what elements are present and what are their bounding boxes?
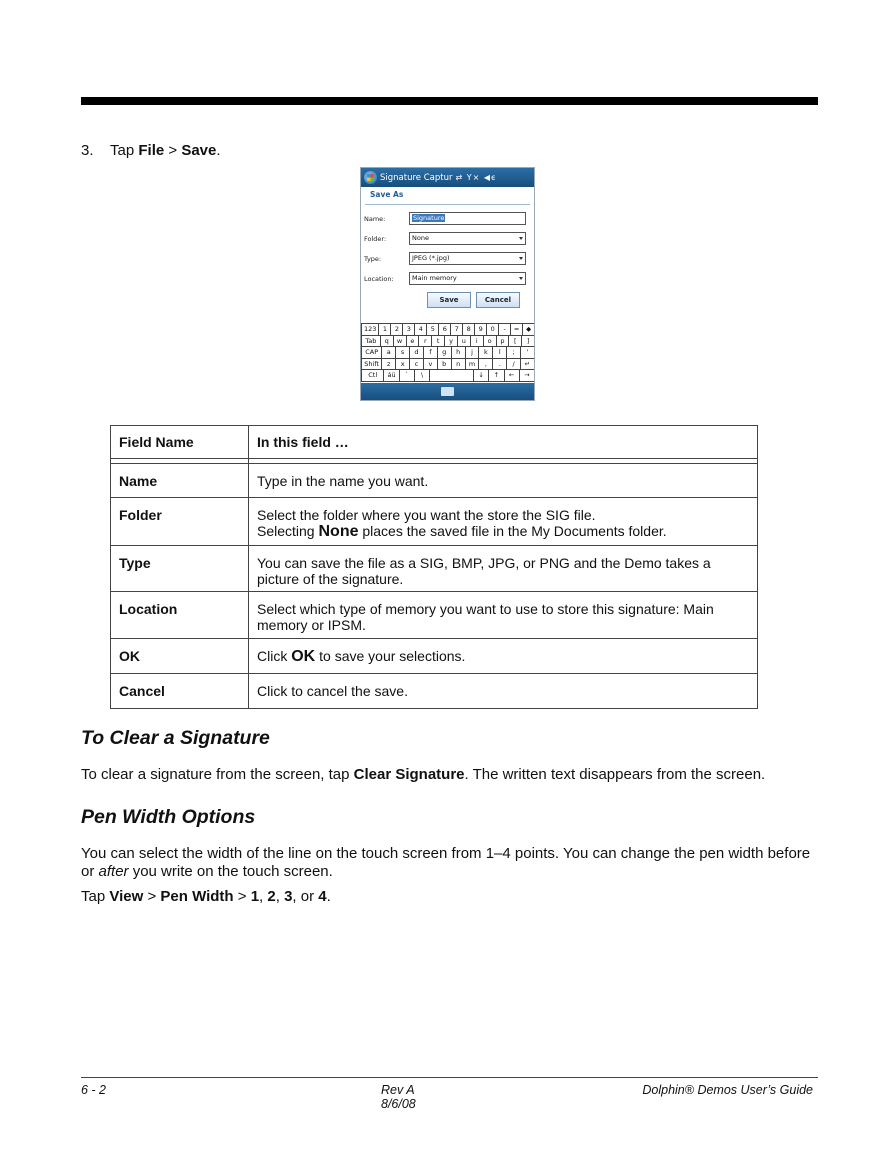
- pen-text-post: you write on the touch screen.: [128, 863, 333, 880]
- keyboard-key[interactable]: i: [470, 335, 484, 348]
- option-2: 2: [267, 888, 276, 905]
- sep: >: [233, 888, 251, 905]
- keyboard-key[interactable]: [: [508, 335, 522, 348]
- row-name-cell: [111, 674, 249, 709]
- step-end: .: [216, 142, 221, 159]
- footer-revision: [381, 1083, 416, 1111]
- name-field[interactable]: [409, 212, 526, 225]
- row-name-cell: [111, 639, 249, 674]
- keyboard-key[interactable]: x: [395, 358, 410, 371]
- table-row: [111, 592, 758, 639]
- clear-signature-term: Clear Signature: [353, 766, 465, 783]
- row-desc-cell: [249, 464, 758, 498]
- row-name: Name: [119, 473, 158, 489]
- keyboard-key[interactable]: o: [483, 335, 497, 348]
- table-header-row: [111, 426, 758, 459]
- row-desc-cell: [249, 674, 758, 709]
- keyboard-key[interactable]: 1: [378, 323, 391, 336]
- row-desc-cell: [249, 639, 758, 674]
- row-desc-line2: memory or IPSM.: [257, 617, 366, 633]
- dropdown-arrow-icon: [519, 257, 523, 260]
- menu-save: Save: [181, 142, 217, 159]
- footer-page-number: 6 - 2: [81, 1083, 107, 1097]
- location-value: Main memory: [412, 274, 457, 282]
- row-desc-line2: picture of the signature.: [257, 571, 404, 587]
- row-desc: [257, 498, 749, 540]
- save-as-heading: Save As: [365, 187, 530, 205]
- keyboard-key[interactable]: \: [414, 369, 430, 382]
- tap-text: Tap: [81, 888, 110, 905]
- keyboard-key[interactable]: 6: [438, 323, 451, 336]
- row-desc-post: to save your selections.: [315, 648, 466, 664]
- field-table: [110, 425, 758, 709]
- cancel-button[interactable]: Cancel: [476, 292, 520, 308]
- row-desc-pre: Selecting: [257, 523, 319, 539]
- keyboard-key[interactable]: /: [506, 358, 521, 371]
- sep: , or: [292, 888, 319, 905]
- row-desc: [257, 639, 749, 665]
- row-name: Type: [119, 555, 151, 571]
- row-desc: Type in the name you want.: [257, 473, 429, 489]
- sep: .: [326, 888, 331, 905]
- pen-text-pre: You can select the width of the line on the touch screen from 1–4 points. You can change the pen width before or: [81, 845, 811, 880]
- name-row: [361, 212, 534, 225]
- row-desc-cell: [249, 592, 758, 639]
- option-4: 4: [318, 888, 327, 905]
- pen-width-text: [81, 845, 821, 881]
- keyboard-key[interactable]: w: [393, 335, 407, 348]
- footer-guide-title: Dolphin® Demos User’s Guide: [642, 1083, 813, 1097]
- sep: ,: [275, 888, 285, 905]
- pen-text-italic: after: [98, 863, 129, 880]
- keyboard-key[interactable]: Ctl: [361, 369, 384, 382]
- row-desc-line1: Select which type of memory you want to use to store this signature: Main: [257, 601, 714, 617]
- keyboard-row: [361, 335, 534, 347]
- type-select[interactable]: [409, 252, 526, 265]
- soft-keyboard: [361, 323, 534, 381]
- footer-rev: Rev A: [381, 1083, 415, 1097]
- menu-pen-width: Pen Width: [160, 888, 234, 905]
- footer-rule: [81, 1077, 818, 1078]
- pen-width-steps: [81, 888, 821, 906]
- row-name-cell: [111, 592, 249, 639]
- dropdown-arrow-icon: [519, 237, 523, 240]
- clear-text-pre: To clear a signature from the screen, tap: [81, 766, 354, 783]
- status-icons: ⇄ Y× ◀ϵ: [455, 173, 497, 182]
- keyboard-key[interactable]: ←: [504, 369, 520, 382]
- keyboard-row: [361, 346, 534, 358]
- table-row: [111, 546, 758, 592]
- keyboard-key[interactable]: `: [399, 369, 415, 382]
- keyboard-key[interactable]: 123: [361, 323, 379, 336]
- clear-signature-heading: To Clear a Signature: [81, 727, 270, 749]
- keyboard-key[interactable]: 7: [450, 323, 463, 336]
- row-desc-line1: Select the folder where you want the store the SIG file.: [257, 507, 596, 523]
- location-row: [361, 272, 534, 285]
- row-desc-bold: None: [318, 523, 359, 540]
- row-name: Folder: [119, 507, 162, 523]
- keyboard-key[interactable]: v: [423, 358, 438, 371]
- keyboard-key[interactable]: m: [465, 358, 480, 371]
- folder-row: [361, 232, 534, 245]
- type-row: [361, 252, 534, 265]
- type-value: JPEG (*.jpg): [412, 254, 450, 262]
- keyboard-row: [361, 369, 534, 381]
- keyboard-key[interactable]: g: [437, 346, 452, 359]
- keyboard-key[interactable]: u: [457, 335, 471, 348]
- type-label: Type:: [364, 254, 382, 263]
- row-name-cell: [111, 464, 249, 498]
- option-3: 3: [284, 888, 293, 905]
- keyboard-key[interactable]: 8: [462, 323, 475, 336]
- keyboard-key[interactable]: Shift: [361, 358, 382, 371]
- keyboard-key[interactable]: k: [478, 346, 493, 359]
- table-row: [111, 464, 758, 498]
- row-name: Cancel: [119, 683, 165, 699]
- header-rule: [81, 97, 818, 105]
- row-desc-pre: Click: [257, 648, 292, 664]
- keyboard-key[interactable]: ↓: [473, 369, 489, 382]
- keyboard-key[interactable]: -: [498, 323, 511, 336]
- keyboard-key[interactable]: =: [510, 323, 523, 336]
- row-desc: [257, 592, 749, 633]
- pen-width-heading: Pen Width Options: [81, 806, 256, 828]
- table-row: [111, 639, 758, 674]
- dialog-buttons: [427, 292, 534, 308]
- table-row: [111, 674, 758, 709]
- device-titlebar: [361, 168, 534, 187]
- keyboard-key[interactable]: n: [451, 358, 466, 371]
- step-sep: >: [164, 142, 182, 159]
- keyboard-key[interactable]: r: [418, 335, 432, 348]
- keyboard-key[interactable]: ;: [506, 346, 521, 359]
- keyboard-key[interactable]: f: [423, 346, 438, 359]
- sep: >: [143, 888, 161, 905]
- keyboard-key[interactable]: 9: [474, 323, 487, 336]
- keyboard-key[interactable]: a: [381, 346, 396, 359]
- keyboard-key[interactable]: Tab: [361, 335, 381, 348]
- row-desc-post: places the saved file in the My Documents folder.: [358, 523, 667, 539]
- keyboard-key[interactable]: h: [451, 346, 466, 359]
- keyboard-key[interactable]: 4: [414, 323, 427, 336]
- keyboard-key[interactable]: 0: [486, 323, 499, 336]
- folder-label: Folder:: [364, 234, 387, 243]
- row-name-cell: [111, 498, 249, 546]
- device-title: Signature Captur: [380, 172, 453, 183]
- folder-value: None: [412, 234, 429, 242]
- location-label: Location:: [364, 274, 394, 283]
- keyboard-key[interactable]: t: [431, 335, 445, 348]
- keyboard-key[interactable]: q: [380, 335, 394, 348]
- row-desc-bold: OK: [291, 648, 316, 665]
- keyboard-key[interactable]: d: [409, 346, 424, 359]
- keyboard-key[interactable]: [429, 369, 474, 382]
- keyboard-key[interactable]: áü: [383, 369, 399, 382]
- clear-signature-text: [81, 766, 821, 784]
- keyboard-key[interactable]: y: [444, 335, 458, 348]
- keyboard-row: [361, 358, 534, 370]
- device-screenshot: [360, 167, 535, 401]
- keyboard-key[interactable]: ': [520, 346, 535, 359]
- keyboard-row: [361, 323, 534, 335]
- menu-view: View: [109, 888, 144, 905]
- row-desc: Click to cancel the save.: [257, 683, 408, 699]
- menu-file: File: [138, 142, 165, 159]
- dropdown-arrow-icon: [519, 277, 523, 280]
- keyboard-key[interactable]: s: [395, 346, 410, 359]
- folder-select[interactable]: [409, 232, 526, 245]
- header-in-this-field: In this field …: [249, 426, 758, 459]
- device-menubar: [361, 383, 534, 400]
- keyboard-key[interactable]: ,: [478, 358, 493, 371]
- name-value: Signature: [413, 214, 445, 222]
- row-name: Location: [119, 601, 178, 617]
- row-desc-cell: [249, 546, 758, 592]
- keyboard-key[interactable]: 2: [390, 323, 403, 336]
- keyboard-key[interactable]: ]: [521, 335, 535, 348]
- keyboard-key[interactable]: j: [465, 346, 480, 359]
- row-desc: [257, 546, 749, 587]
- row-desc-cell: [249, 498, 758, 546]
- step-number: 3.: [81, 142, 94, 159]
- keyboard-key[interactable]: ◆: [522, 323, 535, 336]
- keyboard-key[interactable]: →: [519, 369, 535, 382]
- step-text: Tap: [110, 142, 139, 159]
- keyboard-key[interactable]: p: [496, 335, 510, 348]
- keyboard-key[interactable]: CAP: [361, 346, 382, 359]
- name-label: Name:: [364, 214, 386, 223]
- keyboard-key[interactable]: ↑: [488, 369, 504, 382]
- row-name: OK: [119, 648, 140, 664]
- step-3: [81, 142, 221, 159]
- footer-date: 8/6/08: [381, 1097, 416, 1111]
- keyboard-key[interactable]: .: [492, 358, 507, 371]
- clear-text-post: . The written text disappears from the screen.: [464, 766, 766, 783]
- option-1: 1: [250, 888, 260, 905]
- keyboard-key[interactable]: 3: [402, 323, 415, 336]
- table-row: [111, 498, 758, 546]
- keyboard-key[interactable]: z: [381, 358, 396, 371]
- keyboard-key[interactable]: l: [492, 346, 507, 359]
- keyboard-key[interactable]: e: [406, 335, 420, 348]
- location-select[interactable]: [409, 272, 526, 285]
- save-button[interactable]: Save: [427, 292, 471, 308]
- keyboard-key[interactable]: b: [437, 358, 452, 371]
- sep: ,: [259, 888, 268, 905]
- header-field-name: Field Name: [111, 426, 249, 459]
- row-name-cell: [111, 546, 249, 592]
- windows-start-icon[interactable]: [364, 171, 377, 184]
- keyboard-icon[interactable]: [441, 387, 454, 396]
- keyboard-key[interactable]: c: [409, 358, 424, 371]
- keyboard-key[interactable]: 5: [426, 323, 439, 336]
- keyboard-key[interactable]: ↵: [520, 358, 535, 371]
- row-desc-line1: You can save the file as a SIG, BMP, JPG, or PNG and the Demo takes a: [257, 555, 711, 571]
